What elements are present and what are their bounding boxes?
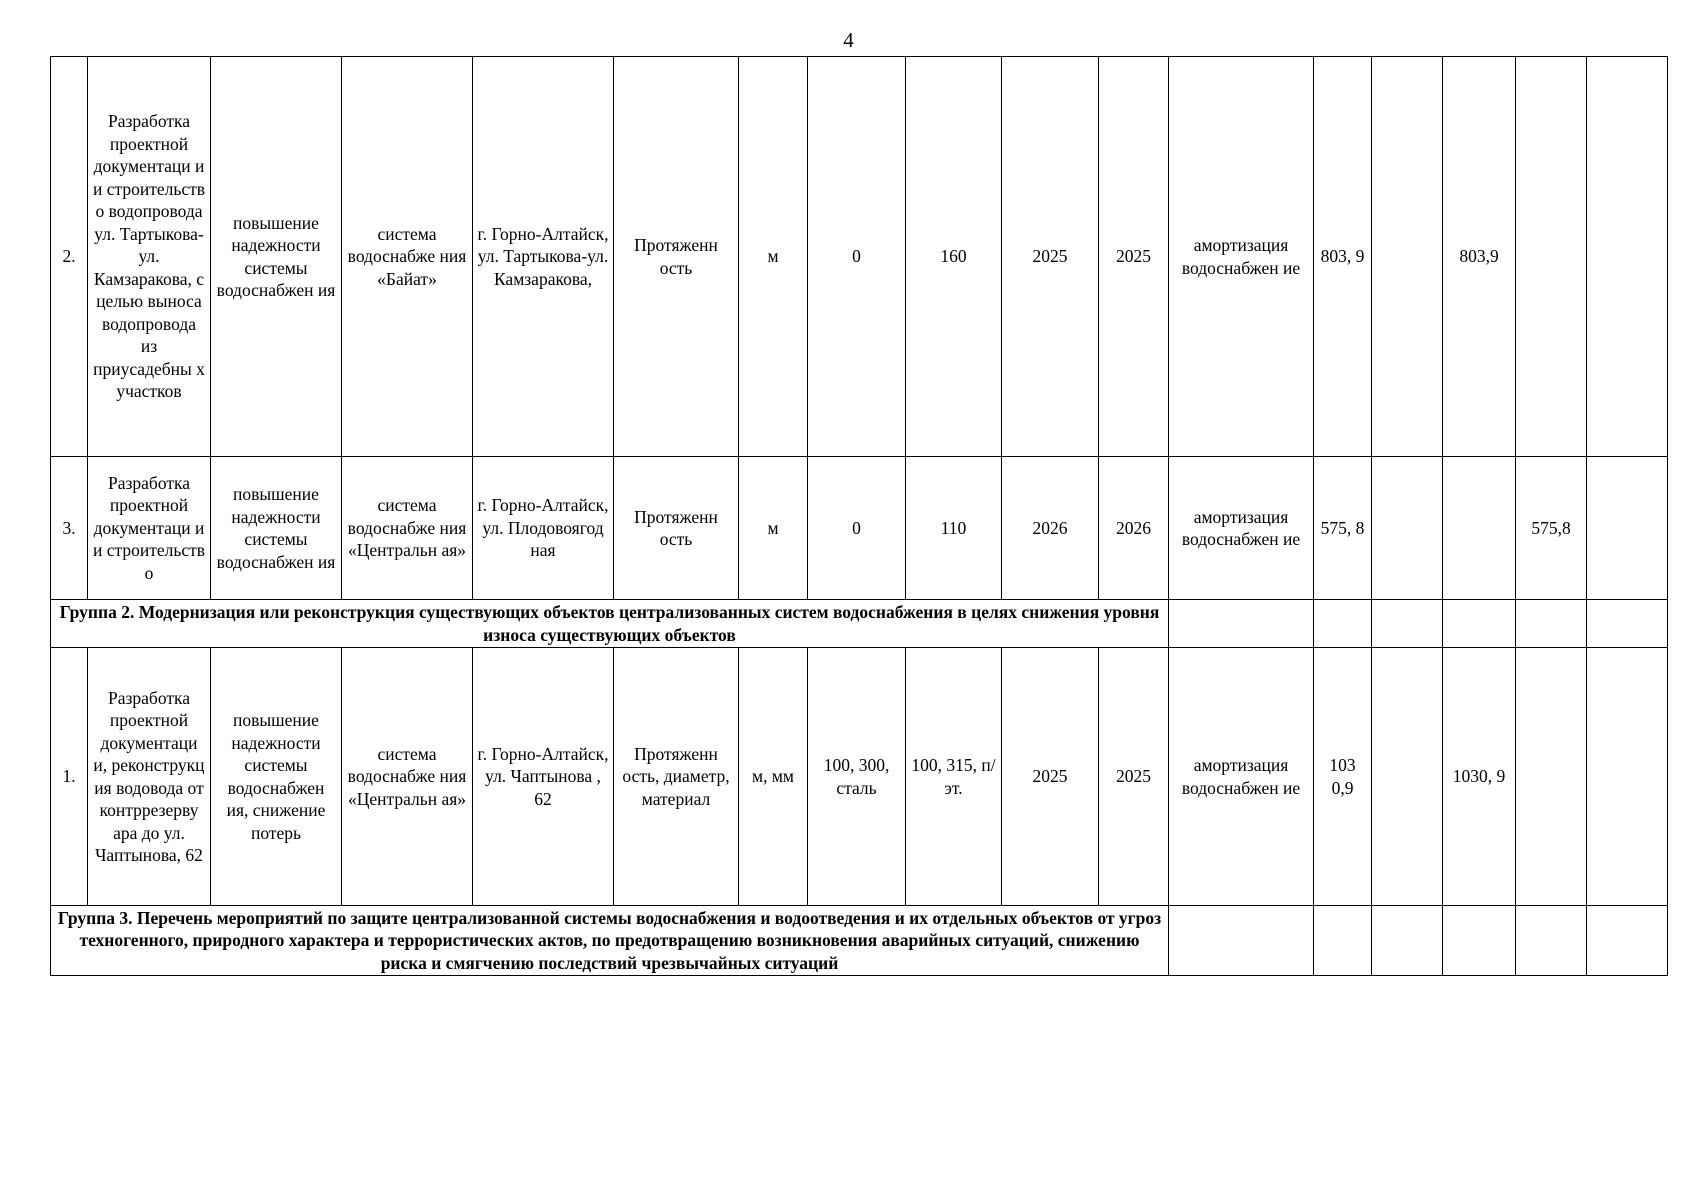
total-cost: 803, 9 bbox=[1314, 57, 1372, 457]
measure-name: Разработка проектной документаци и, реконструкц ия водовода от контррезерву ара до ул. Чаптынова, 62 bbox=[88, 648, 211, 906]
measure-goal: повышение надежности системы водоснабжен ия bbox=[211, 457, 342, 600]
cost-col-1 bbox=[1372, 57, 1443, 457]
measure-location: г. Горно-Алтайск, ул. Тартыкова-ул. Камзаракова, bbox=[473, 57, 614, 457]
value-before: 0 bbox=[808, 57, 906, 457]
cost-col-1 bbox=[1372, 457, 1443, 600]
empty-cell bbox=[1443, 906, 1516, 976]
group-header-row bbox=[51, 600, 1668, 648]
group-2-title: Группа 2. Модернизация или реконструкция существующих объектов централизованных систем водоснабжения в целях снижения уровня износа существующих объектов bbox=[51, 600, 1169, 648]
value-before: 0 bbox=[808, 457, 906, 600]
cost-col-2: 803,9 bbox=[1443, 57, 1516, 457]
measure-name: Разработка проектной документаци и и строительств о bbox=[88, 457, 211, 600]
table-row bbox=[51, 57, 1668, 457]
empty-cell bbox=[1587, 600, 1668, 648]
start-year: 2026 bbox=[1002, 457, 1099, 600]
end-year: 2025 bbox=[1099, 57, 1169, 457]
cost-col-1 bbox=[1372, 648, 1443, 906]
empty-cell bbox=[1372, 906, 1443, 976]
start-year: 2025 bbox=[1002, 648, 1099, 906]
measure-indicator: Протяженн ость bbox=[614, 57, 739, 457]
measure-unit: м, мм bbox=[739, 648, 808, 906]
measure-indicator: Протяженн ость bbox=[614, 457, 739, 600]
table-row bbox=[51, 648, 1668, 906]
empty-cell bbox=[1516, 600, 1587, 648]
end-year: 2026 bbox=[1099, 457, 1169, 600]
measure-system: система водоснабже ния «Байат» bbox=[342, 57, 473, 457]
empty-cell bbox=[1372, 600, 1443, 648]
empty-cell bbox=[1314, 906, 1372, 976]
empty-cell bbox=[1169, 906, 1314, 976]
funding-source: амортизация водоснабжен ие bbox=[1169, 457, 1314, 600]
measure-goal: повышение надежности системы водоснабжен ия, снижение потерь bbox=[211, 648, 342, 906]
empty-cell bbox=[1169, 600, 1314, 648]
measure-unit: м bbox=[739, 57, 808, 457]
total-cost: 575, 8 bbox=[1314, 457, 1372, 600]
cost-col-2: 1030, 9 bbox=[1443, 648, 1516, 906]
measure-indicator: Протяженн ость, диаметр, материал bbox=[614, 648, 739, 906]
value-after: 160 bbox=[906, 57, 1002, 457]
cost-col-4 bbox=[1587, 648, 1668, 906]
group-header-row bbox=[51, 906, 1668, 976]
measure-location: г. Горно-Алтайск, ул. Плодовоягод ная bbox=[473, 457, 614, 600]
measures-table bbox=[50, 56, 1668, 976]
measure-system: система водоснабже ния «Центральн ая» bbox=[342, 648, 473, 906]
cost-col-3 bbox=[1516, 648, 1587, 906]
value-after: 100, 315, п/эт. bbox=[906, 648, 1002, 906]
end-year: 2025 bbox=[1099, 648, 1169, 906]
row-number: 2. bbox=[51, 57, 88, 457]
measure-unit: м bbox=[739, 457, 808, 600]
empty-cell bbox=[1587, 906, 1668, 976]
measure-location: г. Горно-Алтайск, ул. Чаптынова , 62 bbox=[473, 648, 614, 906]
measure-system: система водоснабже ния «Центральн ая» bbox=[342, 457, 473, 600]
cost-col-3 bbox=[1516, 57, 1587, 457]
cost-col-3: 575,8 bbox=[1516, 457, 1587, 600]
group-3-title: Группа 3. Перечень мероприятий по защите централизованной системы водоснабжения и водоотведения и их отдельных объектов от угроз техногенного, природного характера и террористических актов, по предотвращению возникновения аварийных ситуаций, снижению риска и смягчению последствий чрезвычайных ситуаций bbox=[51, 906, 1169, 976]
empty-cell bbox=[1516, 906, 1587, 976]
value-after: 110 bbox=[906, 457, 1002, 600]
page-number: 4 bbox=[843, 28, 854, 52]
cost-col-4 bbox=[1587, 457, 1668, 600]
total-cost: 103 0,9 bbox=[1314, 648, 1372, 906]
measure-name: Разработка проектной документаци и и строительств о водопровода ул. Тартыкова-ул. Камзаракова, с целью выноса водопровода из приусадебны х участков bbox=[88, 57, 211, 457]
funding-source: амортизация водоснабжен ие bbox=[1169, 57, 1314, 457]
cost-col-4 bbox=[1587, 57, 1668, 457]
value-before: 100, 300, сталь bbox=[808, 648, 906, 906]
row-number: 3. bbox=[51, 457, 88, 600]
row-number: 1. bbox=[51, 648, 88, 906]
empty-cell bbox=[1314, 600, 1372, 648]
measure-goal: повышение надежности системы водоснабжен ия bbox=[211, 57, 342, 457]
start-year: 2025 bbox=[1002, 57, 1099, 457]
table-row bbox=[51, 457, 1668, 600]
cost-col-2 bbox=[1443, 457, 1516, 600]
funding-source: амортизация водоснабжен ие bbox=[1169, 648, 1314, 906]
empty-cell bbox=[1443, 600, 1516, 648]
